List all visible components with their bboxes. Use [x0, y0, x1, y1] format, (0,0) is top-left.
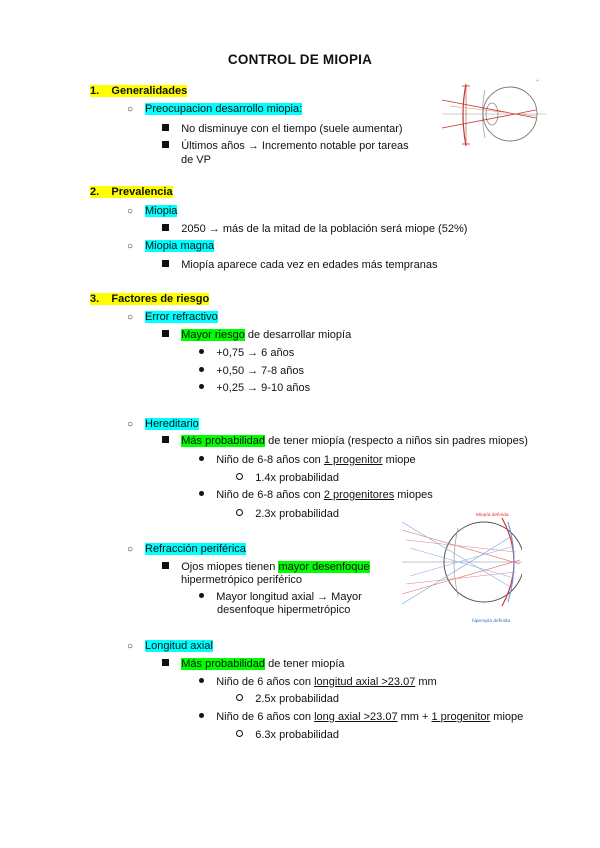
circle-bullet-icon: ○ [127, 641, 134, 652]
circle-bullet-icon: ○ [127, 206, 134, 217]
square-bullet-icon [162, 659, 169, 666]
list-item: No disminuye con el tiempo (suele aumentar) [162, 122, 403, 136]
list-item: +0,25 → 9-10 años [199, 381, 310, 395]
list-item: Miopía aparece cada vez en edades más tempranas [162, 258, 437, 272]
list-item: Mayor riesgo de desarrollar miopía [162, 328, 351, 342]
dot-bullet-icon [199, 678, 204, 683]
circle-bullet-icon [236, 509, 243, 516]
list-item: Niño de 6-8 años con 1 progenitor miope [199, 453, 416, 467]
circle-bullet-icon: ○ [127, 419, 134, 430]
dot-bullet-icon [199, 491, 204, 496]
section-3-heading [90, 292, 209, 306]
section-title: Prevalencia [111, 186, 173, 198]
subheading-longitud-axial: ○ Longitud axial [127, 640, 213, 652]
circle-bullet-icon: ○ [127, 104, 134, 115]
list-item: Niño de 6 años con longitud axial >23.07 mm [199, 675, 437, 689]
section-title: Generalidades [111, 85, 188, 97]
section-number: 1. [90, 85, 100, 97]
circle-bullet-icon: ○ [127, 312, 134, 323]
list-item: +0,75 → 6 años [199, 346, 294, 360]
circle-bullet-icon: ○ [127, 241, 134, 252]
circle-bullet-icon [236, 473, 243, 480]
section-title: Factores de riesgo [111, 293, 210, 305]
list-item: 1.4x probabilidad [236, 471, 339, 485]
section-2-heading [90, 185, 173, 199]
list-item-continuation: de VP [181, 154, 211, 166]
list-item: 2050 → más de la mitad de la población será miope (52%) [162, 222, 467, 236]
subheading-miopia: ○ Miopia [127, 205, 178, 217]
list-item: Niño de 6 años con long axial >23.07 mm + 1 progenitor miope [199, 710, 523, 724]
dot-bullet-icon [199, 713, 204, 718]
square-bullet-icon [162, 260, 169, 267]
circle-bullet-icon: ○ [127, 544, 134, 555]
subheading-miopia-magna: ○ Miopia magna [127, 240, 215, 252]
page-title: CONTROL DE MIOPIA [227, 52, 373, 67]
figure-label-top: Miopía definida [476, 513, 509, 518]
peripheral-defocus-figure [402, 508, 522, 628]
list-item: 2.3x probabilidad [236, 507, 339, 521]
square-bullet-icon [162, 224, 169, 231]
dot-bullet-icon [199, 593, 204, 598]
dot-bullet-icon [199, 456, 204, 461]
list-item-continuation: desenfoque hipermetrópico [217, 604, 351, 616]
list-item: 2.5x probabilidad [236, 692, 339, 706]
subheading-hereditario: ○ Hereditario [127, 418, 199, 430]
eye-diagram-figure [440, 76, 550, 158]
dot-bullet-icon [199, 349, 204, 354]
figure-label-bottom: hiperopía definida [472, 619, 511, 624]
section-number: 2. [90, 186, 100, 198]
list-item: Últimos años → Incremento notable por tareas [162, 139, 409, 153]
list-item: Mayor longitud axial → Mayor [199, 590, 362, 604]
square-bullet-icon [162, 124, 169, 131]
subheading-refraccion-periferica: ○ Refracción periférica [127, 543, 246, 555]
list-item: Ojos miopes tienen mayor desenfoque [162, 560, 370, 574]
list-item: +0,50 → 7-8 años [199, 364, 304, 378]
square-bullet-icon [162, 330, 169, 337]
dot-bullet-icon [199, 384, 204, 389]
square-bullet-icon [162, 141, 169, 148]
list-item: 6.3x probabilidad [236, 728, 339, 742]
circle-bullet-icon [236, 730, 243, 737]
subheading-error-refractivo: ○ Error refractivo [127, 311, 218, 323]
svg-text:+: + [536, 78, 539, 84]
subheading-generalidades: ○ Preocupacion desarrollo miopia: [127, 103, 303, 115]
section-1-heading [90, 84, 187, 98]
circle-bullet-icon [236, 694, 243, 701]
square-bullet-icon [162, 562, 169, 569]
square-bullet-icon [162, 436, 169, 443]
dot-bullet-icon [199, 367, 204, 372]
list-item: Niño de 6-8 años con 2 progenitores miopes [199, 488, 433, 502]
section-number: 3. [90, 293, 100, 305]
list-item: Más probabilidad de tener miopía (respecto a niños sin padres miopes) [162, 434, 528, 448]
list-item-continuation: hipermetrópico periférico [181, 574, 303, 586]
list-item: Más probabilidad de tener miopía [162, 657, 345, 671]
